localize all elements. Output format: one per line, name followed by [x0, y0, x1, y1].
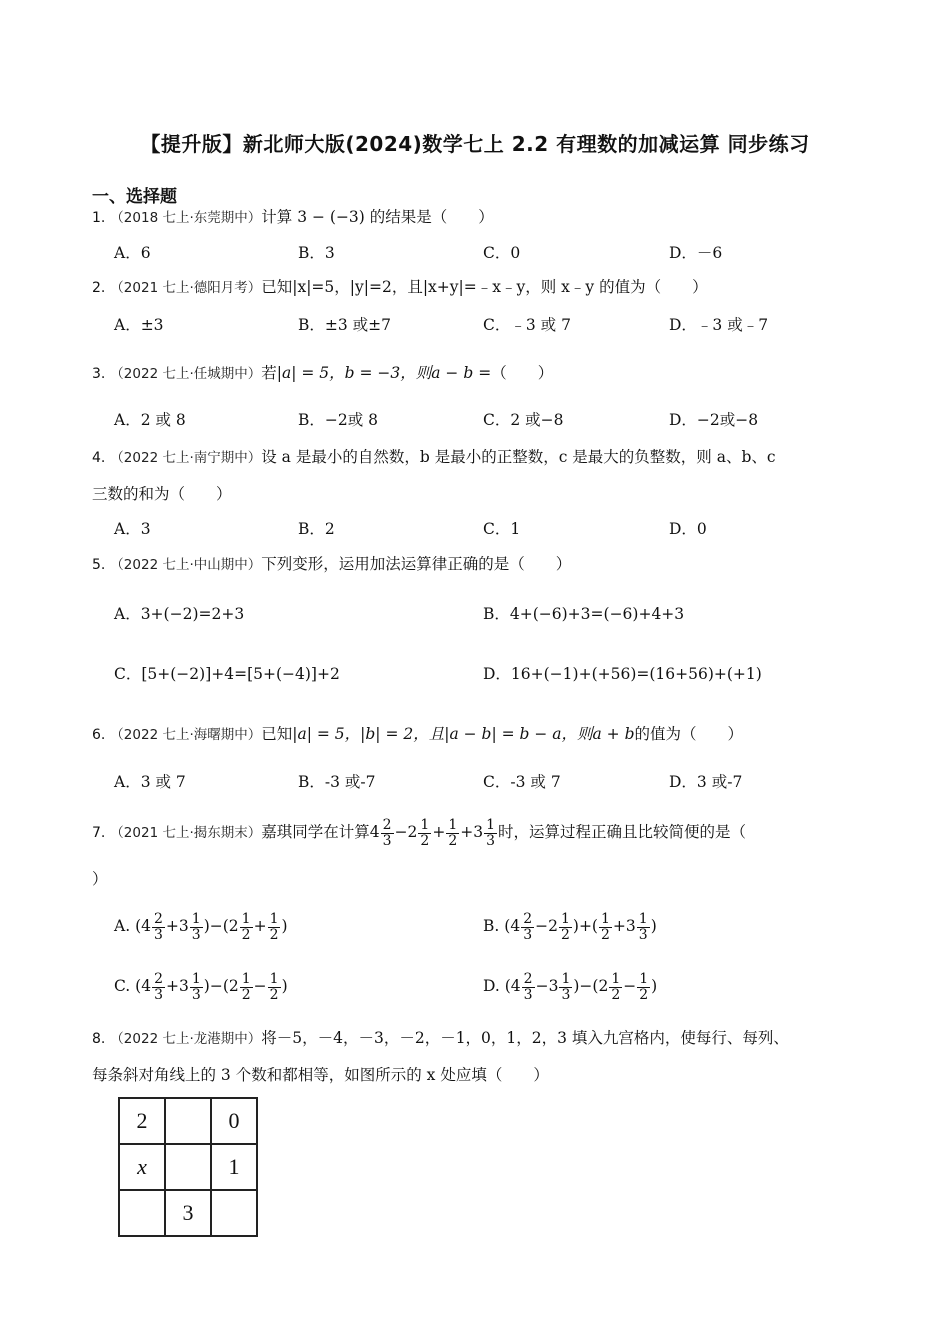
grid-cell [165, 1098, 211, 1144]
q1-number: 1. [92, 210, 106, 226]
question-4 [92, 446, 776, 469]
grid-cell: 2 [119, 1098, 165, 1144]
q4-option-a[interactable]: A．3 [114, 520, 151, 538]
q6-source: （2022 七上·海曙期中） [110, 727, 262, 743]
magic-square-grid [118, 1097, 258, 1237]
grid-cell [211, 1190, 257, 1236]
q1-text-a: 计算 [261, 208, 298, 226]
q3-source: （2022 七上·任城期中） [110, 366, 262, 382]
q2-option-b[interactable]: B．±3 或±7 [298, 316, 392, 334]
question-6 [92, 723, 743, 746]
section-heading: 一、选择题 [92, 187, 177, 207]
q3-option-b[interactable]: B．−2或 8 [298, 411, 379, 429]
grid-cell: 0 [211, 1098, 257, 1144]
q1-option-c[interactable]: C．0 [483, 244, 521, 262]
q6-text-a: 已知 [261, 725, 293, 743]
question-8 [92, 1027, 789, 1050]
q1-option-a[interactable]: A．6 [114, 244, 151, 262]
q4-option-b[interactable]: B．2 [298, 520, 335, 538]
q8-text: 将－5，－4，－3，－2，－1，0，1，2，3 填入九宫格内，使每行、每列、 [261, 1029, 789, 1047]
grid-cell-x: x [119, 1144, 165, 1190]
grid-cell: 1 [211, 1144, 257, 1190]
q4-option-d[interactable]: D．0 [669, 520, 707, 538]
q6-expr: |a| = 5，|b| = 2，且|a − b| = b − a，则a + b [292, 725, 635, 743]
grid-cell: 3 [165, 1190, 211, 1236]
q6-option-b[interactable]: B．-3 或-7 [298, 773, 376, 791]
grid-cell [165, 1144, 211, 1190]
q7-option-c-label: C. [114, 977, 131, 995]
question-5 [92, 553, 571, 576]
q2-option-d[interactable]: D．﹣3 或﹣7 [669, 316, 769, 334]
q4-text-line2: 三数的和为（ ） [92, 485, 232, 503]
q7-option-a-label: A. [114, 917, 131, 935]
q6-option-d[interactable]: D．3 或-7 [669, 773, 743, 791]
q7-option-c[interactable]: C. (4 $\frac{2}{3}$ +3 $\frac{1}{3}$ )−(2 $\frac{1}{2}$ − $\frac{1}{2}$ ) [114, 970, 288, 1003]
q7-option-b[interactable]: B. (4 $\frac{2}{3}$ −2 $\frac{1}{2}$ )+( $\frac{1}{2}$ +3 $\frac{1}{3}$ ) [483, 910, 657, 943]
question-2 [92, 276, 708, 299]
q4-source: （2022 七上·南宁期中） [110, 450, 262, 466]
q1-option-d[interactable]: D．－6 [669, 244, 723, 262]
q3-option-d[interactable]: D．−2或−8 [669, 411, 759, 429]
question-3 [92, 362, 553, 385]
q3-option-a[interactable]: A．2 或 8 [114, 411, 186, 429]
q8-text-line2: 每条斜对角线上的 3 个数和都相等，如图所示的 x 处应填（ ） [92, 1066, 549, 1084]
q7-number: 7. [92, 825, 106, 841]
q2-number: 2. [92, 280, 106, 296]
page-title: 【提升版】新北师大版(2024)数学七上 2.2 有理数的加减运算 同步练习 [140, 132, 810, 156]
q1-text-b: 的结果是（ ） [364, 208, 494, 226]
q8-number: 8. [92, 1031, 106, 1047]
q7-source: （2021 七上·揭东期末） [110, 825, 262, 841]
q8-source: （2022 七上·龙港期中） [110, 1031, 262, 1047]
q3-expr: |a| = 5，b = −3，则a − b = [276, 364, 492, 382]
q6-option-a[interactable]: A．3 或 7 [114, 773, 186, 791]
q1-expr: 3 − (−3) [297, 208, 365, 226]
q7-text-a: 嘉琪同学在计算 [261, 823, 370, 841]
q5-option-d[interactable]: D．16+(−1)+(+56)=(16+56)+(+1) [483, 665, 762, 683]
q7-expression: 4 $\frac{2}{3}$ −2 $\frac{1}{2}$ + $\frac{1}{2}$ +3 $\frac{1}{3}$ [369, 816, 496, 849]
q7-option-a[interactable]: A. (4 $\frac{2}{3}$ +3 $\frac{1}{3}$ )−(2 $\frac{1}{2}$ + $\frac{1}{2}$ ) [114, 910, 288, 943]
q1-source: （2018 七上·东莞期中） [110, 210, 262, 226]
q5-option-c[interactable]: C．[5+(−2)]+4=[5+(−4)]+2 [114, 665, 340, 683]
q2-option-c[interactable]: C．﹣3 或 7 [483, 316, 571, 334]
q4-option-c[interactable]: C．1 [483, 520, 521, 538]
q6-number: 6. [92, 727, 106, 743]
q3-number: 3. [92, 366, 106, 382]
q7-option-d-label: D. [483, 977, 500, 995]
q3-option-c[interactable]: C．2 或−8 [483, 411, 564, 429]
q7-text-b: 时，运算过程正确且比较简便的是（ [498, 823, 747, 841]
q5-source: （2022 七上·中山期中） [110, 557, 262, 573]
q5-option-a[interactable]: A．3+(−2)=2+3 [114, 605, 245, 623]
q7-text-line2: ） [92, 870, 108, 888]
q6-option-c[interactable]: C．-3 或 7 [483, 773, 561, 791]
q4-text: 设 a 是最小的自然数，b 是最小的正整数，c 是最大的负整数，则 a、b、c [261, 448, 776, 466]
q1-option-b[interactable]: B．3 [298, 244, 335, 262]
q4-number: 4. [92, 450, 106, 466]
question-1 [92, 206, 494, 229]
q3-text-a: 若 [261, 364, 277, 382]
grid-cell [119, 1190, 165, 1236]
q6-text-b: 的值为（ ） [634, 725, 744, 743]
q5-option-b[interactable]: B．4+(−6)+3=(−6)+4+3 [483, 605, 685, 623]
q2-source: （2021 七上·德阳月考） [110, 280, 262, 296]
q7-option-b-label: B. [483, 917, 500, 935]
q2-option-a[interactable]: A．±3 [114, 316, 164, 334]
q7-option-d[interactable]: D. (4 $\frac{2}{3}$ −3 $\frac{1}{3}$ )−(2 $\frac{1}{2}$ − $\frac{1}{2}$ ) [483, 970, 658, 1003]
question-7 [92, 810, 746, 855]
q5-number: 5. [92, 557, 106, 573]
q5-text: 下列变形，运用加法运算律正确的是（ ） [261, 555, 572, 573]
q2-text: 已知|x|=5，|y|=2，且|x+y|=﹣x﹣y，则 x﹣y 的值为（ ） [261, 278, 708, 296]
q3-text-b: （ ） [491, 364, 554, 382]
